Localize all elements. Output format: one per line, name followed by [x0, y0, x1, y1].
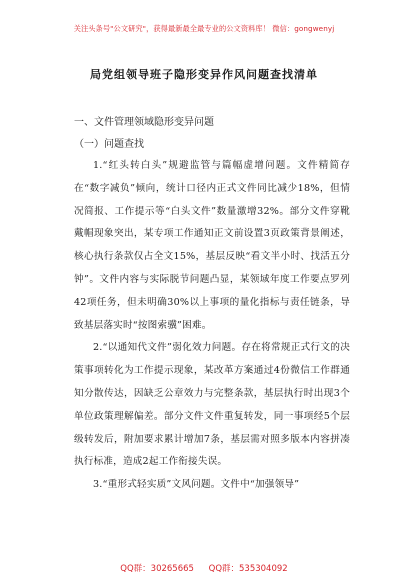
qq-group-1: QQ群：30265665 — [120, 564, 194, 574]
document-title: 局党组领导班子隐形变异作风问题查找清单 — [90, 68, 318, 81]
qq-group-2: QQ群：535304092 — [208, 564, 288, 574]
header-banner: 关注头条号"公文研究"，获得最新最全最专业的公文资料库！ 微信：gongwenyj — [73, 24, 335, 33]
paragraph-1: 1.“红头转白头”规避监管与篇幅虚增问题。文件精简存在“数字减负”倾向，统计口径内正式文件同比减少18%，但情况简报、工作提示等“白头文件”数量激增32%。部分文件穿靴戴帽现象突出，某专项工作通知正文前设置3页政策背景阐述，核心执行条款仅占全文15%，基层反映“看文半小时、找活五分钟”。文件内容与实际脱节问题凸显，某领域年度工作要点罗列42项任务，但未明确30%以上事项的量化指标与责任链条，导致基层落实时“按图索骥”困难。 — [74, 160, 350, 331]
paragraph-3: 3.“重形式轻实质”文风问题。文件中“加强领导” — [93, 479, 300, 491]
footer-contact — [0, 562, 408, 574]
paragraph-2: 2.“以通知代文件”弱化效力问题。存在将常规正式行文的决策事项转化为工作提示现象，某改革方案通过4份微信工作群通知分散传达，因缺乏公章效力与完整条款，基层执行时出现3个单位政策理解偏差。部分文件文件重复转发，同一事项经5个层级转发后，附加要求累计增加7条，基层需对照多版本内容拼凑执行标准，造成2起工作衔接失误。 — [74, 342, 350, 468]
document-body — [74, 155, 350, 497]
section-heading: 一、文件管理领域隐形变异问题 — [74, 117, 214, 128]
subsection-heading: （一）问题查找 — [74, 139, 144, 150]
